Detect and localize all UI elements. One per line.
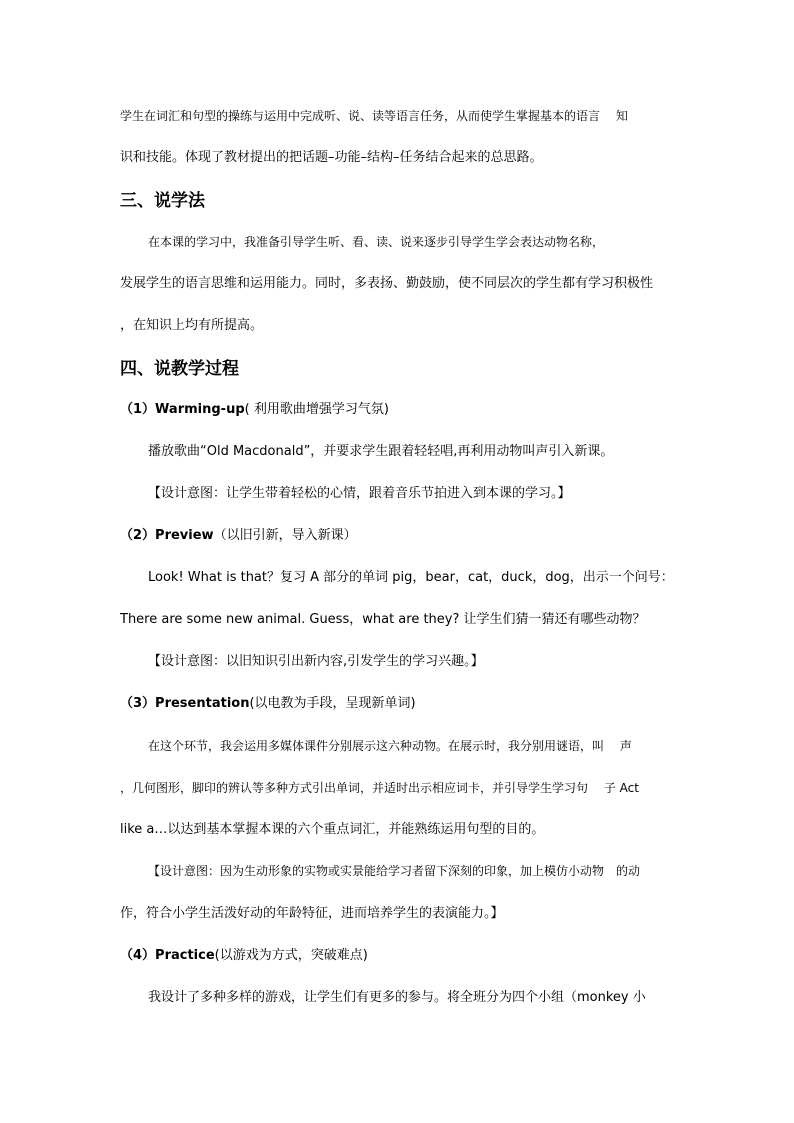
paragraph-line: 我设计了多种多样的游戏，让学生们有更多的参与。将全班分为四个小组（monkey 小	[148, 990, 646, 1005]
step-title: Warming-up	[155, 402, 245, 417]
step-number: （3）	[120, 696, 156, 711]
paragraph-line: ，几何图形，脚印的辨认等多种方式引出单词，并适时出示相应词卡，并引导学生学习句 子 Act	[120, 781, 639, 795]
paragraph-line: There are some new animal. Guess，what are they? 让学生们猜一猜还有哪些动物？	[120, 612, 646, 627]
step-number: （4）	[120, 948, 156, 963]
paragraph-line: 作，符合小学生活泼好动的年龄特征，进而培养学生的表演能力。】	[120, 906, 504, 921]
design-intent-note: 【设计意图：以旧知识引出新内容,引发学生的学习兴趣。】	[148, 654, 484, 669]
paragraph-line: 在这个环节，我会运用多媒体课件分别展示这六种动物。在展示时，我分别用谜语，叫 声	[148, 739, 632, 753]
paragraph-line: ，在知识上均有所提高。	[120, 318, 264, 333]
step-heading-preview	[120, 529, 357, 542]
paragraph-line: 学生在词汇和句型的操练与运用中完成听、说、读等语言任务，从而使学生掌握基本的语言 知	[120, 109, 628, 123]
step-note: (以电教为手段，呈现新单词)	[249, 696, 416, 711]
paragraph-line: Look! What is that？复习 A 部分的单词 pig，bear，cat，duck，dog，出示一个问号：	[148, 570, 674, 585]
step-heading-warming-up	[120, 403, 389, 416]
paragraph-line: 识和技能。体现了教材提出的把话题–功能–结构–任务结合起来的总思路。	[120, 150, 543, 165]
step-title: Practice	[155, 948, 215, 963]
step-heading-practice	[120, 949, 368, 962]
section-heading-study-method: 三、说学法	[120, 191, 205, 211]
paragraph-line: 播放歌曲“Old Macdonald”，并要求学生跟着轻轻唱,再利用动物叫声引入新课。	[148, 444, 614, 459]
paragraph-line: 在本课的学习中，我准备引导学生听、看、读、说来逐步引导学生学会表达动物名称，	[148, 235, 605, 249]
step-title: Presentation	[155, 696, 250, 711]
step-title: Preview	[155, 528, 214, 543]
step-note: （以旧引新，导入新课）	[213, 528, 357, 543]
paragraph-line: 发展学生的语言思维和运用能力。同时，多表扬、勤鼓励，使不同层次的学生都有学习积极性	[120, 276, 654, 291]
section-heading-teaching-process: 四、说教学过程	[120, 359, 239, 379]
step-number: （1）	[120, 402, 156, 417]
step-note: ( 利用歌曲增强学习气氛)	[244, 402, 389, 417]
step-number: （2）	[120, 528, 156, 543]
step-heading-presentation	[120, 697, 416, 710]
design-intent-note: 【设计意图：让学生带着轻松的心情，跟着音乐节拍进入到本课的学习。】	[148, 486, 571, 501]
paragraph-line: like a…以达到基本掌握本课的六个重点词汇，并能熟练运用句型的目的。	[120, 822, 545, 837]
design-intent-note: 【设计意图：因为生动形象的实物或实景能给学习者留下深刻的印象，加上模仿小动物 的动	[148, 864, 641, 878]
step-note: (以游戏为方式，突破难点)	[214, 948, 368, 963]
